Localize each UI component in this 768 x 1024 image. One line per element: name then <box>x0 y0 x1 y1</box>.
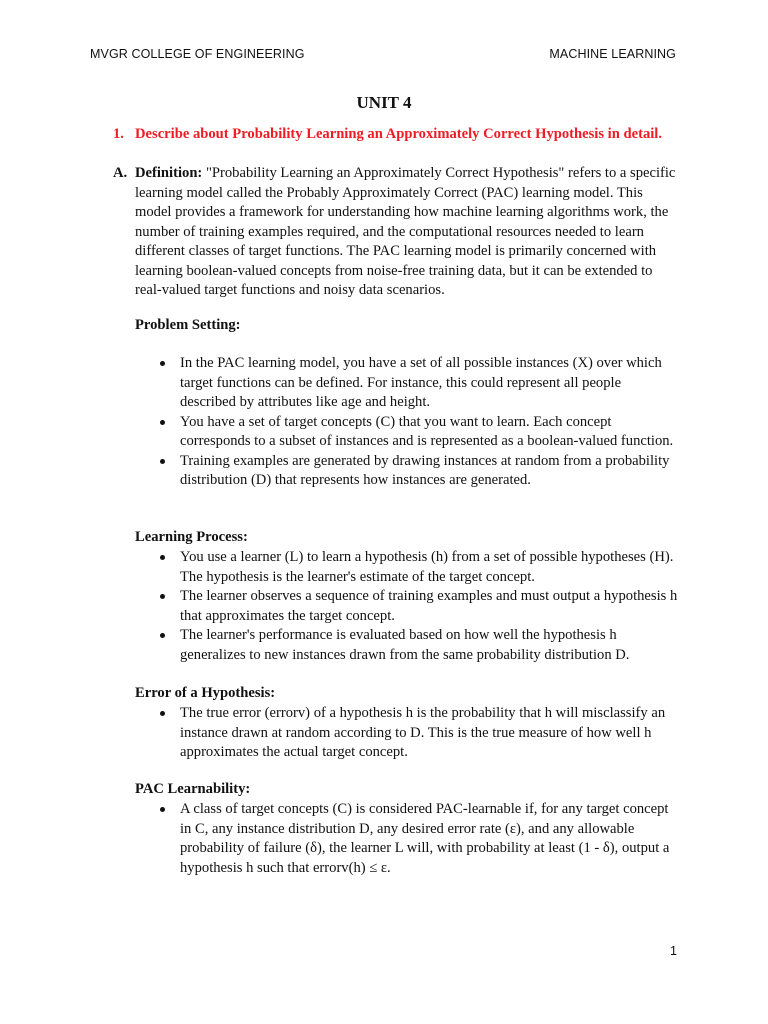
header-college-name: MVGR COLLEGE OF ENGINEERING <box>90 47 305 61</box>
unit-title: UNIT 4 <box>356 93 412 112</box>
list-item: You use a learner (L) to learn a hypothesis (h) from a set of possible hypotheses (H). The hypothesis is the learner's estimate of the target concept. <box>135 548 680 587</box>
list-item: The learner observes a sequence of training examples and must output a hypothesis h that approximates the target concept. <box>135 587 680 626</box>
section-heading-learning-process: Learning Process: <box>135 529 248 545</box>
section-heading-pac-learnability: PAC Learnability: <box>135 781 251 797</box>
pac-learnability-list <box>135 800 680 878</box>
list-item: The true error (errorv) of a hypothesis h is the probability that h will misclassify an instance drawn at random according to D. This is the true measure of how well h approximates the actual target concept. <box>135 704 680 763</box>
answer-definition <box>113 164 681 301</box>
page-number: 1 <box>670 944 677 958</box>
question-text: Describe about Probability Learning an Approximately Correct Hypothesis in detail. <box>135 126 662 142</box>
list-item: You have a set of target concepts (C) that you want to learn. Each concept corresponds to a subset of instances and is represented as a boolean-valued function. <box>135 413 680 452</box>
answer-body <box>135 164 681 301</box>
answer-marker: A. <box>113 165 128 181</box>
section-heading-problem-setting: Problem Setting: <box>135 317 241 333</box>
list-item: Training examples are generated by drawing instances at random from a probability distribution (D) that represents how instances are generated. <box>135 452 680 491</box>
list-item: The learner's performance is evaluated based on how well the hypothesis h generalizes to new instances drawn from the same probability distribution D. <box>135 626 680 665</box>
question <box>113 125 673 145</box>
question-number: 1. <box>113 126 124 142</box>
header-subject: MACHINE LEARNING <box>549 47 676 61</box>
list-item: In the PAC learning model, you have a set of all possible instances (X) over which target functions can be defined. For instance, this could represent all people described by attributes like age and height. <box>135 354 680 413</box>
definition-label: Definition: <box>135 165 203 181</box>
section-heading-error: Error of a Hypothesis: <box>135 685 276 701</box>
error-list <box>135 704 680 763</box>
list-item: A class of target concepts (C) is considered PAC-learnable if, for any target concept in C, any instance distribution D, any desired error rate (ε), and any allowable probability of failure (δ), the learner L will, with probability at least (1 - δ), output a hypothesis h such that errorv(h) ≤ ε. <box>135 800 680 878</box>
problem-setting-list <box>135 354 680 491</box>
learning-process-list <box>135 548 680 665</box>
definition-text: "Probability Learning an Approximately Correct Hypothesis" refers to a specific learning model called the Probably Approximately Correct (PAC) learning model. This model provides a framework for understanding how machine learning algorithms work, the number of training examples required, and the computational resources needed to learn different classes of target functions. The PAC learning model is primarily concerned with learning boolean-valued concepts from noise-free training data, but it can be extended to real-valued target functions and noisy data scenarios. <box>135 165 676 298</box>
